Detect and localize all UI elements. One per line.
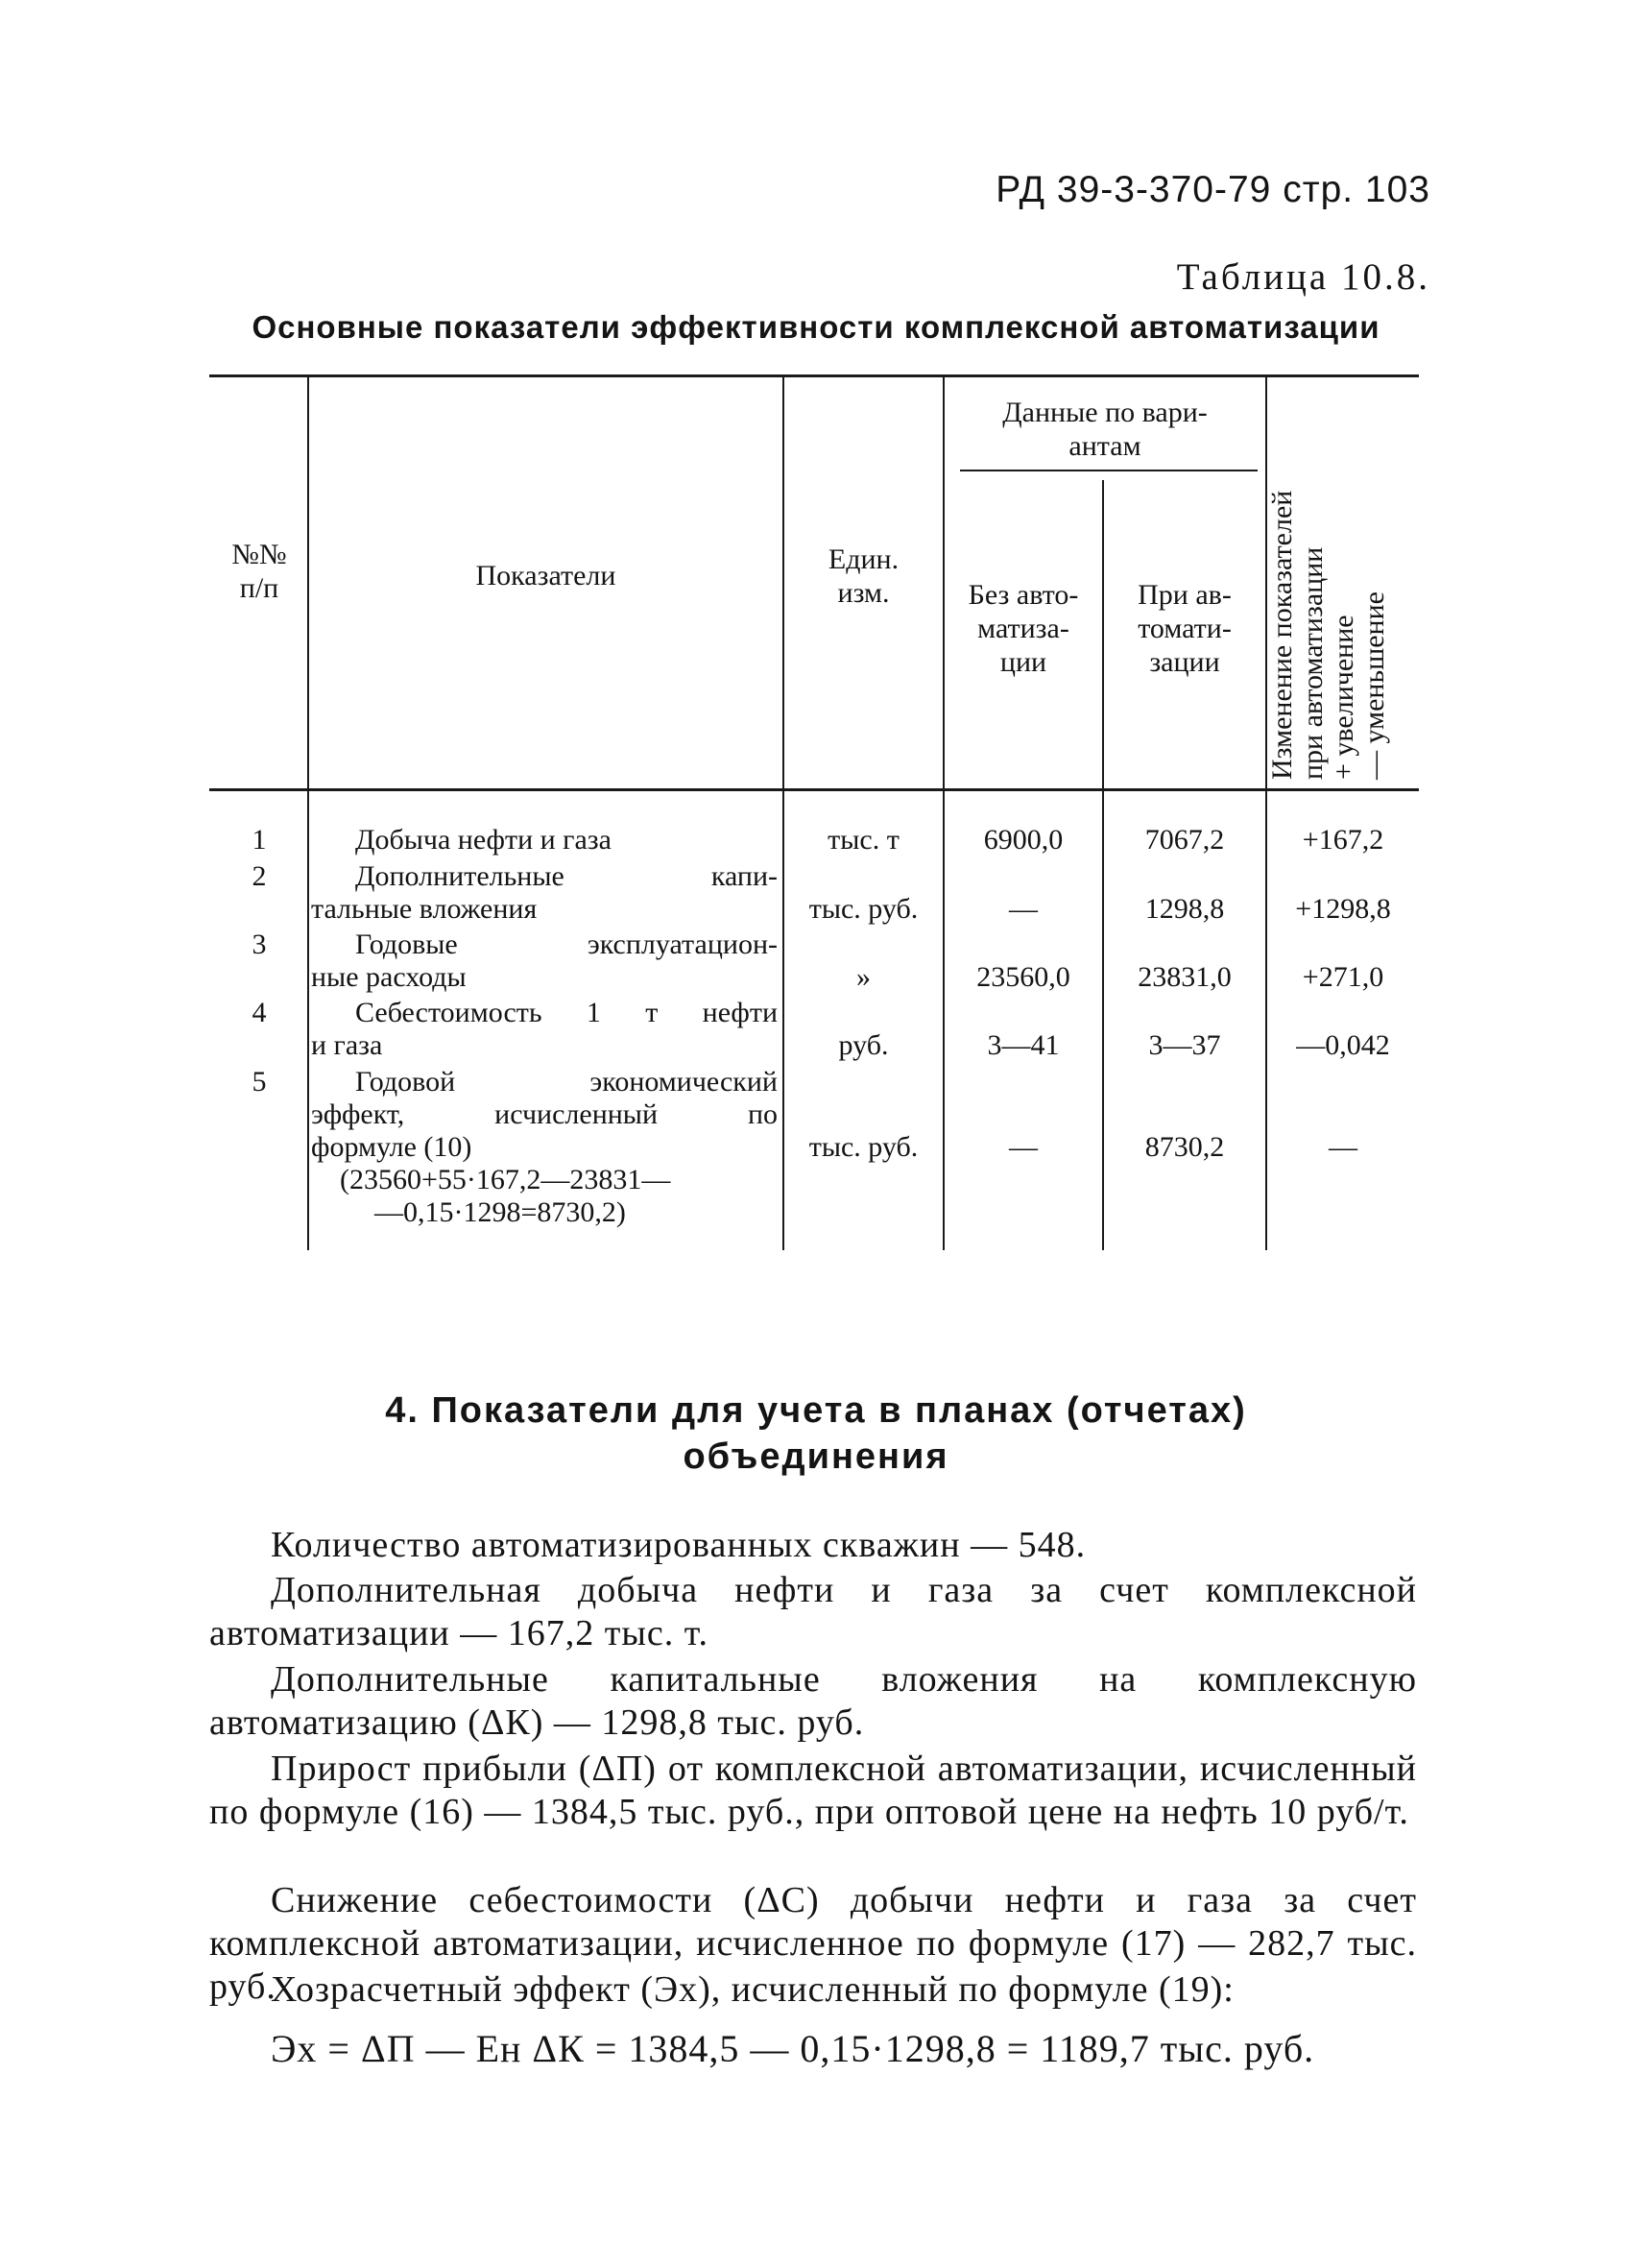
paragraph: Прирост прибыли (ΔП) от комплексной автоматизации, исчисленный по формуле (16) — 1384,5 тыс. руб., при оптовой цене на нефть 10 руб/т. xyxy=(209,1749,1417,1832)
column-rule-2 xyxy=(782,376,784,1250)
page-reference: РД 39-3-370-79 стр. 103 xyxy=(996,169,1430,210)
header-without-automation: Без авто- матиза- ции xyxy=(968,579,1079,678)
header-number: №№ п/п xyxy=(231,539,287,604)
table-number: Таблица 10.8. xyxy=(1176,256,1430,298)
row-number: 2 xyxy=(252,860,267,892)
row-with: 7067,2 xyxy=(1144,824,1225,856)
paragraph: Хозрасчетный эффект (Эх), исчисленный по формуле (19): xyxy=(271,1969,1235,2010)
row-number: 5 xyxy=(252,1066,267,1098)
row-indicator: Годовые эксплуатацион- ные расходы xyxy=(311,929,778,993)
row-without: 3—41 xyxy=(987,1029,1060,1061)
header-indicator: Показатели xyxy=(475,560,616,591)
table-header-bottom-rule xyxy=(209,788,1419,791)
header-change: Изменение показателей при автоматизации + увеличение — уменьшение xyxy=(1266,490,1390,780)
row-with: 23831,0 xyxy=(1138,961,1232,993)
row-change: +167,2 xyxy=(1302,824,1384,856)
paragraph: Количество автоматизированных скважин — 548. xyxy=(271,1525,1087,1565)
table-title: Основные показатели эффективности комплексной автоматизации xyxy=(252,309,1380,345)
paragraph: Дополнительные капитальные вложения на комплексную автоматизацию (ΔК) — 1298,8 тыс. руб. xyxy=(209,1659,1417,1743)
section-heading: 4. Показатели для учета в планах (отчетах) объединения xyxy=(385,1390,1247,1477)
row-unit: руб. xyxy=(838,1029,889,1061)
paragraph: Снижение себестоимости (ΔС) добычи нефти и газа за счет комплексной автоматизации, исчисленное по формуле (17) — 282,7 тыс. руб. xyxy=(209,1880,1417,2007)
row-unit: тыс. руб. xyxy=(808,1131,919,1163)
row-number: 1 xyxy=(252,824,267,856)
row-without: 23560,0 xyxy=(976,961,1070,993)
row-with: 1298,8 xyxy=(1144,893,1225,925)
row-change: —0,042 xyxy=(1296,1029,1390,1061)
row-indicator: Себестоимость 1 т нефти и газа xyxy=(311,997,778,1061)
row-unit: тыс. т xyxy=(828,824,900,856)
table-top-rule xyxy=(209,374,1419,377)
row-with: 8730,2 xyxy=(1144,1131,1225,1163)
header-with-automation: При ав- томати- зации xyxy=(1138,579,1232,678)
row-change: — xyxy=(1329,1131,1357,1163)
header-variants: Данные по вари- антам xyxy=(1002,397,1208,462)
row-with: 3—37 xyxy=(1148,1029,1221,1061)
row-change: +271,0 xyxy=(1302,961,1384,993)
formula: Эх = ΔП — Ен ΔК = 1384,5 — 0,15·1298,8 = 1189,7 тыс. руб. xyxy=(271,2027,1315,2070)
row-without: — xyxy=(1009,893,1038,925)
row-indicator: Годовой экономический эффект, исчисленный по формуле (10) (23560+55·167,2—23831— —0,15·1298=8730,2) xyxy=(311,1066,778,1228)
paragraph: Дополнительная добыча нефти и газа за счет комплексной автоматизации — 167,2 тыс. т. xyxy=(209,1570,1417,1653)
row-change: +1298,8 xyxy=(1295,893,1391,925)
row-without: 6900,0 xyxy=(983,824,1064,856)
header-unit: Един. изм. xyxy=(828,543,900,609)
row-unit: тыс. руб. xyxy=(808,893,919,925)
variants-divider-rule xyxy=(960,470,1258,471)
row-without: — xyxy=(1009,1131,1038,1163)
row-number: 4 xyxy=(252,997,267,1028)
row-number: 3 xyxy=(252,929,267,960)
row-indicator: Дополнительные капи- тальные вложения xyxy=(311,860,778,925)
column-rule-1 xyxy=(307,376,309,1250)
row-indicator: Добыча нефти и газа xyxy=(355,824,612,856)
column-rule-3 xyxy=(943,376,945,1250)
row-unit: » xyxy=(856,961,871,993)
